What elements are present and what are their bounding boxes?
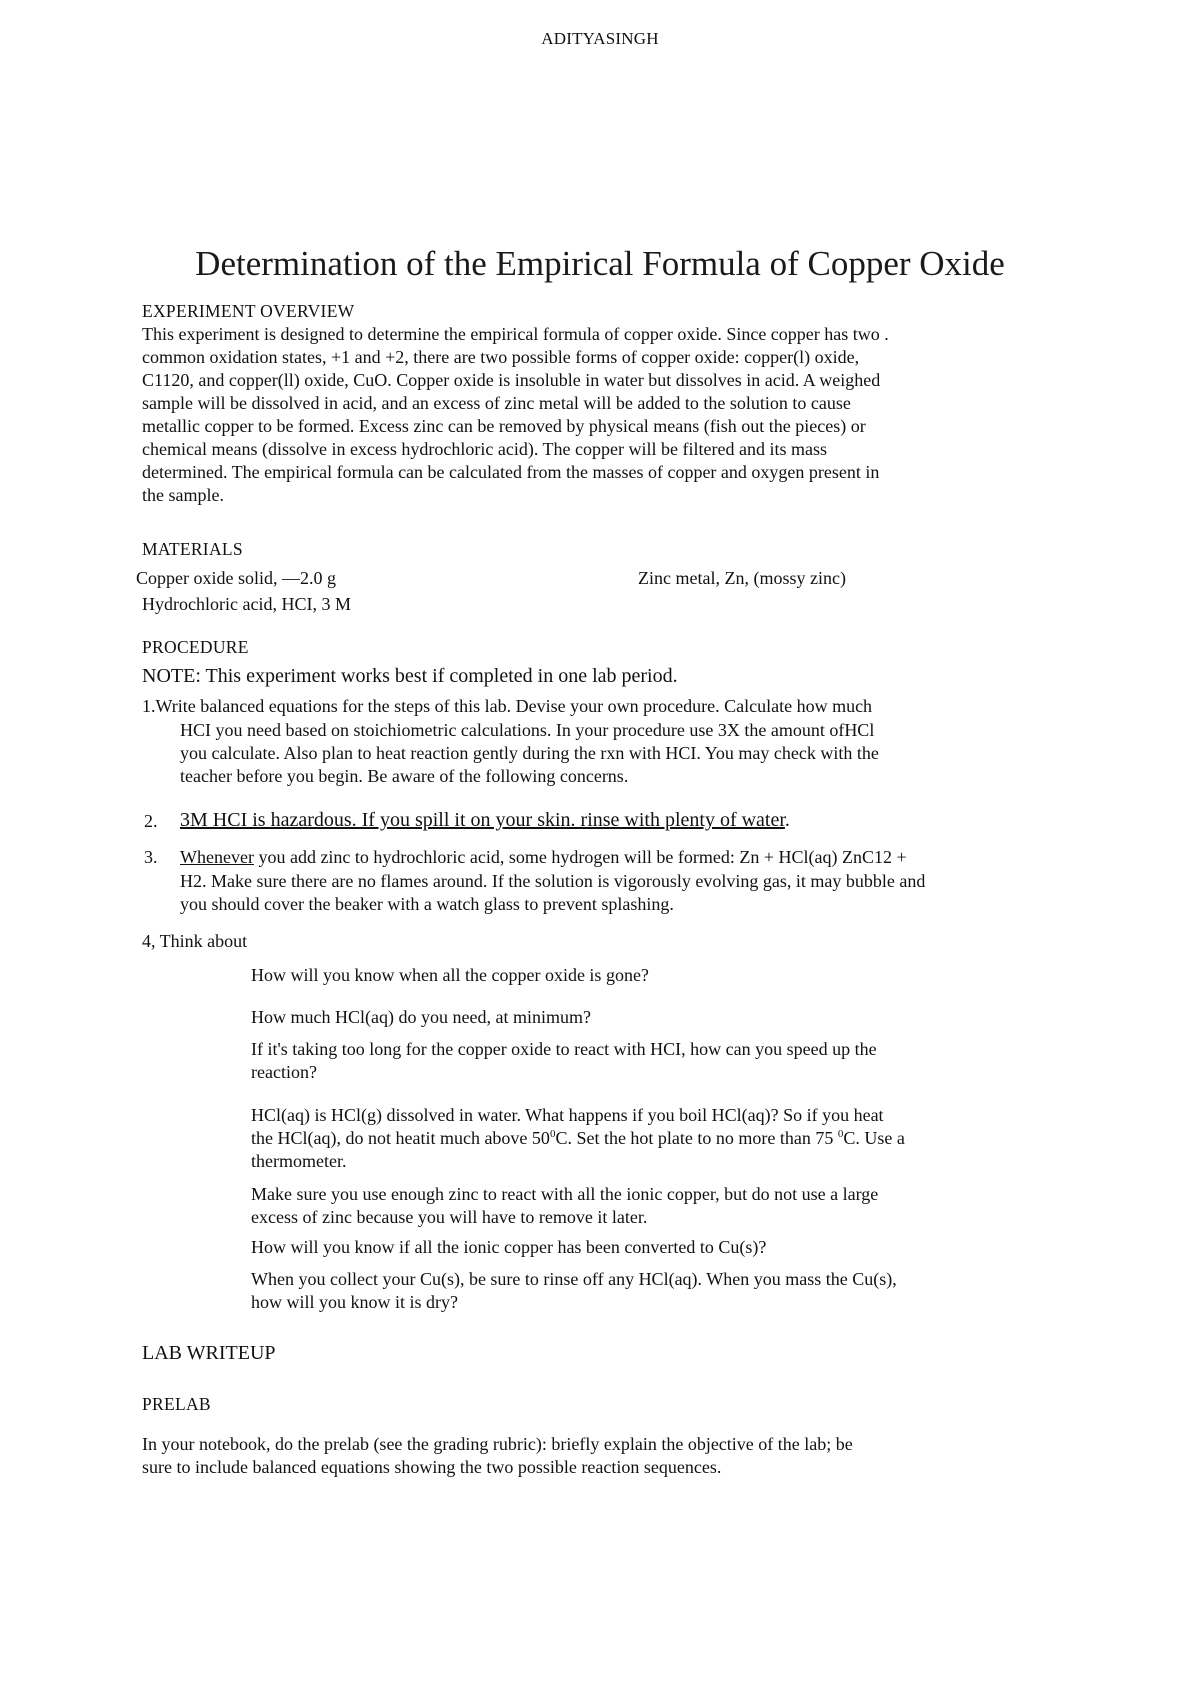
step-3-body xyxy=(180,870,1100,916)
overview-line: common oxidation states, +1 and +2, there are two possible forms of copper oxide: copper(l) oxide, xyxy=(142,347,860,367)
q4-text-c: C. Use a xyxy=(843,1128,905,1148)
step-3-number: 3. xyxy=(144,847,158,867)
overview-line: chemical means (dissolve in excess hydrochloric acid). The copper will be filtered and its mass xyxy=(142,439,827,459)
overview-line: This experiment is designed to determine the empirical formula of copper oxide. Since copper has two . xyxy=(142,324,889,344)
prelab-heading: PRELAB xyxy=(142,1394,211,1414)
step-3-underlined-word: Whenever xyxy=(180,847,254,867)
think-question-line: how will you know it is dry? xyxy=(251,1292,458,1312)
prelab-paragraph xyxy=(142,1433,1072,1479)
think-question: How much HCl(aq) do you need, at minimum? xyxy=(251,1007,591,1027)
step-2-warning xyxy=(180,808,790,833)
overview-line: the sample. xyxy=(142,485,224,505)
step-4-label: 4, Think about xyxy=(142,931,248,951)
prelab-line: sure to include balanced equations showing the two possible reaction sequences. xyxy=(142,1457,722,1477)
think-question xyxy=(251,1183,878,1229)
overview-line: sample will be dissolved in acid, and an excess of zinc metal will be added to the solution to cause xyxy=(142,393,851,413)
think-question-line: excess of zinc because you will have to remove it later. xyxy=(251,1207,648,1227)
think-question-line: Make sure you use enough zinc to react with all the ionic copper, but do not use a large xyxy=(251,1184,879,1204)
degree-superscript: 0 xyxy=(549,1128,556,1140)
step-3-first-rest: you add zinc to hydrochloric acid, some hydrogen will be formed: Zn + HCl(aq) ZnC12 + xyxy=(253,847,907,867)
step-2-tail: . xyxy=(784,809,790,831)
think-question-line: When you collect your Cu(s), be sure to rinse off any HCl(aq). When you mass the Cu(s), xyxy=(251,1269,897,1289)
think-question-line: thermometer. xyxy=(251,1151,347,1171)
step-1-line: HCI you need based on stoichiometric calculations. In your procedure use 3X the amount ofHCl xyxy=(180,720,875,740)
procedure-heading: PROCEDURE xyxy=(142,637,249,657)
step-1-line: you calculate. Also plan to heat reaction gently during the rxn with HCI. You may check with the xyxy=(180,743,879,763)
step-3-line: H2. Make sure there are no flames around. If the solution is vigorously evolving gas, it may bubble and xyxy=(180,871,926,891)
think-question xyxy=(251,1268,897,1314)
author-header: ADITYASINGH xyxy=(541,29,659,48)
step-1-line: teacher before you begin. Be aware of the following concerns. xyxy=(180,766,629,786)
step-2-number: 2. xyxy=(144,811,158,831)
step-3-line: you should cover the beaker with a watch glass to prevent splashing. xyxy=(180,894,674,914)
q4-text-a: the HCl(aq), do not heatit much above 50 xyxy=(251,1128,550,1148)
prelab-line: In your notebook, do the prelab (see the grading rubric): briefly explain the objective of the lab; be xyxy=(142,1434,853,1454)
overview-line: determined. The empirical formula can be calculated from the masses of copper and oxygen present in xyxy=(142,462,880,482)
think-question-line xyxy=(251,1127,905,1150)
think-question: How will you know if all the ionic copper has been converted to Cu(s)? xyxy=(251,1237,767,1257)
material-item-hcl: Hydrochloric acid, HCI, 3 M xyxy=(142,594,351,614)
material-item-copper-oxide: Copper oxide solid, —2.0 g xyxy=(136,568,336,588)
think-question: How will you know when all the copper oxide is gone? xyxy=(251,965,649,985)
overview-line: metallic copper to be formed. Excess zinc can be removed by physical means (fish out the pieces) or xyxy=(142,416,866,436)
step-3-first-line xyxy=(180,846,1100,869)
page-title: Determination of the Empirical Formula of Copper Oxide xyxy=(195,244,1005,283)
step-2-text: 3M HCI is hazardous. If you spill it on your skin. rinse with plenty of water xyxy=(180,809,785,831)
think-question-line: HCl(aq) is HCl(g) dissolved in water. What happens if you boil HCl(aq)? So if you heat xyxy=(251,1105,884,1125)
q4-text-b: C. Set the hot plate to no more than 75 xyxy=(555,1128,838,1148)
material-item-zinc: Zinc metal, Zn, (mossy zinc) xyxy=(638,568,846,588)
think-question-line: reaction? xyxy=(251,1062,317,1082)
think-question-line: If it's taking too long for the copper oxide to react with HCI, how can you speed up the xyxy=(251,1039,877,1059)
think-question xyxy=(251,1038,877,1084)
degree-superscript: 0 xyxy=(837,1128,844,1140)
overview-line: C1120, and copper(ll) oxide, CuO. Copper oxide is insoluble in water but dissolves in acid. A weighed xyxy=(142,370,881,390)
overview-heading: EXPERIMENT OVERVIEW xyxy=(142,301,355,321)
step-1-body xyxy=(180,719,1080,788)
lab-writeup-heading: LAB WRITEUP xyxy=(142,1342,276,1364)
materials-heading: MATERIALS xyxy=(142,539,243,559)
overview-paragraph xyxy=(142,323,1062,507)
procedure-note: NOTE: This experiment works best if completed in one lab period. xyxy=(142,665,678,687)
think-question xyxy=(251,1104,905,1173)
step-1-first-line: 1.Write balanced equations for the steps of this lab. Devise your own procedure. Calculate how much xyxy=(142,696,873,716)
